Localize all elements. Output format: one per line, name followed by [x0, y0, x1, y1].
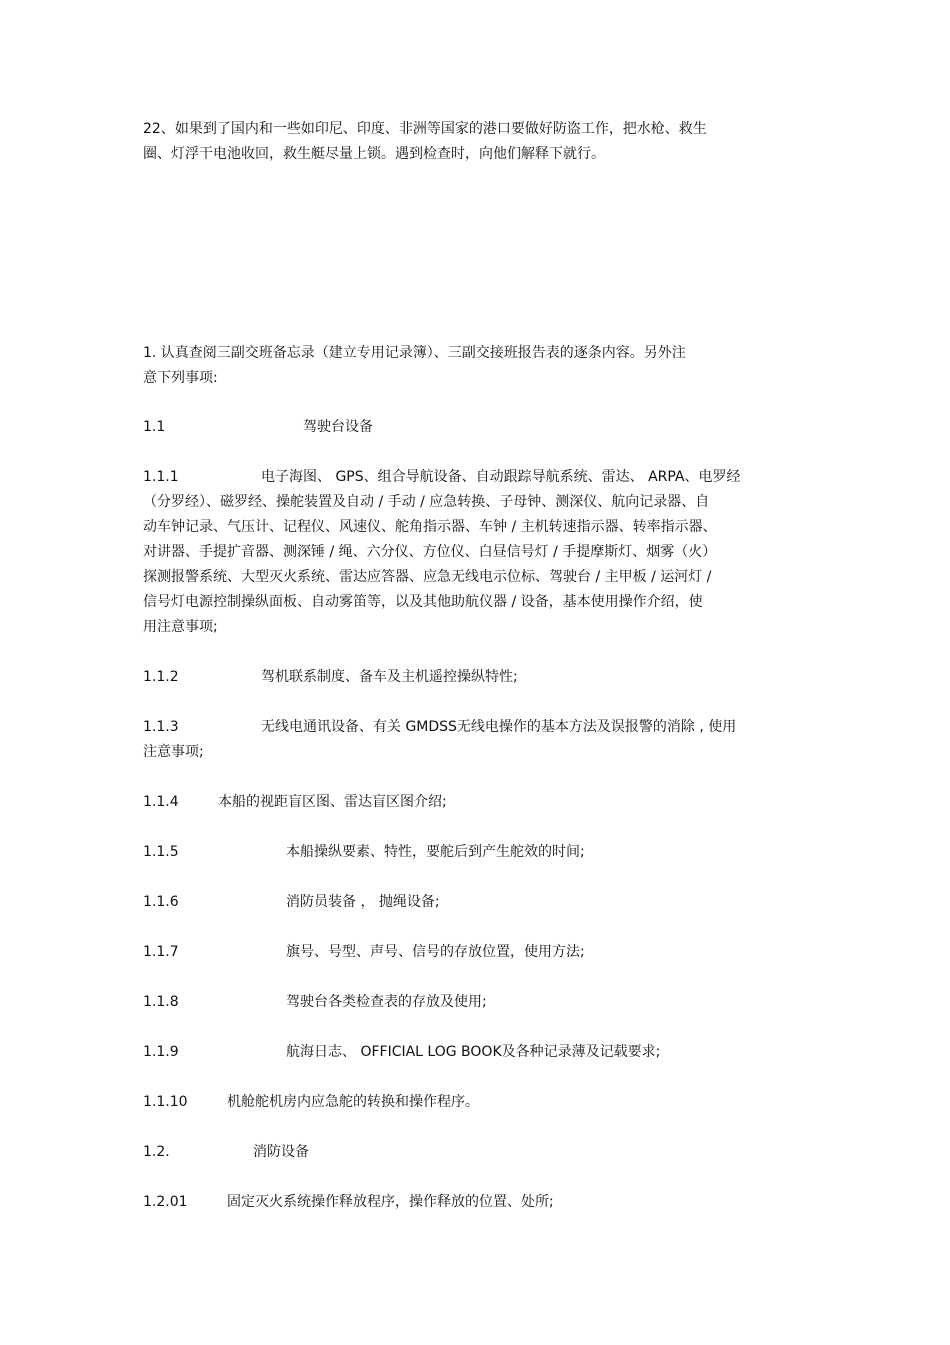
item-number: 1.1.8 [143, 994, 179, 1010]
item-text: 航海日志、 OFFICIAL LOG BOOK及各种记录薄及记载要求; [286, 1044, 661, 1060]
item-number: 1.1.7 [143, 944, 179, 960]
item-text-line-1: 电子海图、 GPS、组合导航设备、自动跟踪导航系统、雷达、 ARPA、电罗经 [261, 469, 741, 485]
item-number: 1.1.3 [143, 719, 179, 735]
item-text: 消防员装备 ， 抛绳设备; [286, 894, 440, 910]
item-1-1-3 [143, 715, 808, 740]
paragraph-1-line-1: 1. 认真查阅三副交班备忘录（建立专用记录簿）、三副交接班报告表的逐条内容。另外注 [143, 345, 686, 361]
item-1-1-5 [143, 840, 808, 865]
item-number: 1.1.1 [143, 469, 179, 485]
section-number: 1.2. [143, 1144, 170, 1160]
item-number: 1.1.5 [143, 844, 179, 860]
item-1-1-1-line-2: （分罗经）、磁罗经、操舵装置及自动 / 手动 / 应急转换、子母钟、测深仪、航向记录器、自 [143, 494, 710, 510]
item-1-1-10 [143, 1090, 808, 1115]
section-heading-1-2 [143, 1140, 808, 1165]
item-number: 1.1.2 [143, 669, 179, 685]
item-1-1-3-line-2: 注意事项; [143, 744, 204, 760]
item-1-1-1-line-6: 信号灯电源控制操纵面板、自动雾笛等，以及其他助航仪器 / 设备，基本使用操作介绍，使 [143, 594, 703, 610]
item-1-1-1 [143, 465, 808, 490]
item-number: 1.1.4 [143, 794, 179, 810]
item-1-1-1-line-5: 探测报警系统、大型灭火系统、雷达应答器、应急无线电示位标、驾驶台 / 主甲板 / 运河灯 / [143, 569, 712, 585]
item-1-2-01 [143, 1190, 808, 1215]
section-heading-1-1 [143, 415, 808, 440]
item-text: 旗号、号型、声号、信号的存放位置，使用方法; [286, 944, 585, 960]
section-number: 1.1 [143, 419, 166, 435]
item-1-1-7 [143, 940, 808, 965]
item-text: 机舱舵机房内应急舵的转换和操作程序。 [227, 1094, 479, 1110]
item-number: 1.1.6 [143, 894, 179, 910]
item-text-line-1: 无线电通讯设备、有关 GMDSS无线电操作的基本方法及误报警的消除 , 使用 [261, 719, 737, 735]
paragraph-1 [143, 341, 808, 391]
item-1-1-1-line-7: 用注意事项; [143, 619, 218, 635]
item-1-1-2 [143, 665, 808, 690]
section-title: 驾驶台设备 [303, 419, 373, 435]
item-number: 1.1.9 [143, 1044, 179, 1060]
paragraph-1-line-2: 意下列事项: [143, 370, 218, 386]
item-1-1-4 [143, 790, 808, 815]
item-1-1-1-line-4: 对讲器、手提扩音器、测深锤 / 绳、六分仪、方位仪、白昼信号灯 / 手提摩斯灯、烟雾（火） [143, 544, 717, 560]
paragraph-22 [143, 117, 808, 167]
paragraph-22-line-1: 22、如果到了国内和一些如印尼、印度、非洲等国家的港口要做好防盗工作，把水枪、救生 [143, 121, 707, 137]
item-text: 驾驶台各类检查表的存放及使用; [286, 994, 487, 1010]
item-1-1-6 [143, 890, 808, 915]
section-title: 消防设备 [253, 1144, 309, 1160]
paragraph-22-line-2: 圈、灯浮干电池收回，救生艇尽量上锁。遇到检查时，向他们解释下就行。 [143, 146, 605, 162]
item-text: 驾机联系制度、备车及主机遥控操纵特性; [261, 669, 518, 685]
item-number: 1.1.10 [143, 1094, 188, 1110]
item-1-1-1-line-3: 动车钟记录、气压计、记程仪、风速仪、舵角指示器、车钟 / 主机转速指示器、转率指示器、 [143, 519, 717, 535]
item-text: 固定灭火系统操作释放程序，操作释放的位置、处所; [227, 1194, 554, 1210]
item-text: 本船操纵要素、特性，要舵后到产生舵效的时间; [286, 844, 585, 860]
item-1-1-8 [143, 990, 808, 1015]
item-1-1-9 [143, 1040, 808, 1065]
item-text: 本船的视距盲区图、雷达盲区图介绍; [218, 794, 447, 810]
item-number: 1.2.01 [143, 1194, 188, 1210]
